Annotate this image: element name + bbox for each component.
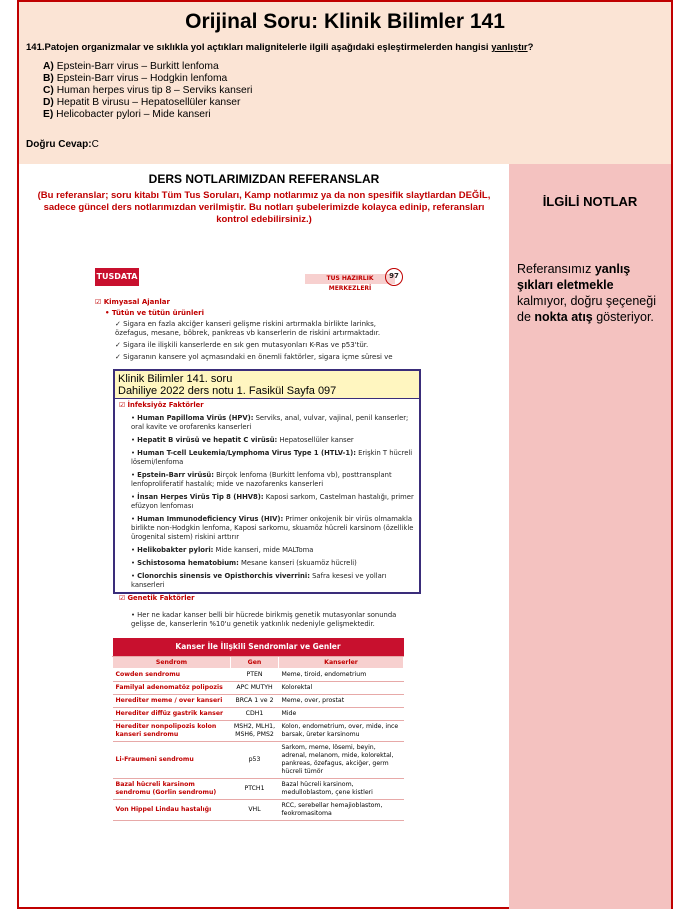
table-header-cell: Gen bbox=[231, 656, 279, 668]
gene-cell: PTEN bbox=[231, 668, 279, 681]
subsection-title: Tütün ve tütün ürünleri bbox=[111, 309, 204, 317]
factor-text: Serviks, anal, vulvar, vajinal, penil kanserler; oral kavite ve orofarenks kanserleri bbox=[131, 414, 409, 431]
cancers-cell: RCC, serebellar hemajioblastom, feokromasitoma bbox=[279, 799, 404, 820]
tusdata-logo: TUSDATA bbox=[95, 268, 139, 286]
table-row bbox=[113, 707, 404, 720]
factor-name: Schistosoma hematobium: bbox=[137, 559, 239, 567]
bullet-text: Sigaranın kansere yol açmasındaki en önemli faktörler, sigara içme süresi ve bbox=[123, 353, 393, 361]
factor-text: Birçok lenfoma (Burkitt lenfoma vb), posttransplant lenfoproliferatif hastalık; mide ve nazofarenks kanserleri bbox=[131, 471, 392, 488]
option-text: Epstein-Barr virus – Burkitt lenfoma bbox=[53, 61, 219, 72]
related-notes-panel bbox=[509, 164, 671, 909]
cancers-cell: Meme, tiroid, endometrium bbox=[279, 668, 404, 681]
gene-cell: p53 bbox=[231, 741, 279, 778]
page-frame bbox=[17, 0, 673, 909]
section-title: Kimyasal Ajanlar bbox=[103, 298, 170, 306]
option-a bbox=[43, 61, 671, 73]
gene-cell: PTCH1 bbox=[231, 778, 279, 799]
callout-line: Klinik Bilimler 141. soru bbox=[118, 373, 233, 385]
factor-item: • Clonorchis sinensis ve Opisthorchis viverrini: Safra kesesi ve yolları kanserleri bbox=[131, 572, 387, 589]
question-end: ? bbox=[527, 42, 534, 53]
note-part: Referansımız bbox=[517, 262, 595, 276]
option-letter: E) bbox=[43, 109, 54, 120]
bullet-text: Sigara en fazla akciğer kanseri gelişme riskini artırmakla birlikte larinks, özefagus, mesane, böbrek, pankreas vb kanserlerin de riskini artırmaktadır. bbox=[115, 320, 381, 337]
option-letter: B) bbox=[43, 73, 54, 84]
note-emphasis: nokta atış bbox=[534, 310, 593, 324]
factor-item: • Human Papilloma Virüs (HPV): Serviks, anal, vulvar, vajinal, penil kanserler; oral kavite ve orofarenks kanserleri bbox=[131, 414, 409, 431]
factor-text: Safra kesesi ve yolları kanserleri bbox=[131, 572, 387, 589]
cancers-cell: Bazal hücreli karsinom, medulloblastom, çene kistleri bbox=[279, 778, 404, 799]
factor-item: • Schistosoma hematobium: Mesane kanseri (skuamöz hücreli) bbox=[131, 559, 357, 567]
cancers-cell: Mide bbox=[279, 707, 404, 720]
note-part: gösteriyor. bbox=[592, 310, 654, 324]
factor-item: • İnsan Herpes Virüs Tip 8 (HHV8): Kaposi sarkom, Castelman hastalığı, primer efüzyon lenfoması bbox=[131, 493, 414, 510]
table-header-row bbox=[113, 656, 404, 668]
option-text: Helicobacter pylori – Mide kanseri bbox=[53, 109, 211, 120]
factor-item: • Human Immunodeficiency Virus (HIV): Primer onkojenik bir virüs olmamakla birlikte non-Hodgkin lenfoma, Kaposi sarkomu, skuamöz hücreli karsinom (özellikle ürogenital sistem) riskini arttırır bbox=[131, 515, 414, 541]
table-header-cell: Kanserler bbox=[279, 656, 404, 668]
factor-name: Human T-cell Leukemia/Lymphoma Virus Type 1 (HTLV-1): bbox=[137, 449, 356, 457]
table-caption: Kanser İle İlişkili Sendromlar ve Genler bbox=[113, 638, 404, 656]
gene-cell: CDH1 bbox=[231, 707, 279, 720]
infectious-factors bbox=[119, 401, 414, 590]
factor-text: Primer onkojenik bir virüs olmamakla birlikte non-Hodgkin lenfoma, Kaposi sarkomu, skuamöz hücreli karsinom (özellikle ürogenital sistem) riskini arttırır bbox=[131, 515, 414, 541]
factor-name: Human Papilloma Virüs (HPV): bbox=[137, 414, 254, 422]
factor-item: • Epstein-Barr virüsü: Birçok lenfoma (Burkitt lenfoma vb), posttransplant lenfoproliferatif hastalık; mide ve nazofarenks kanserleri bbox=[131, 471, 392, 488]
gene-cell: VHL bbox=[231, 799, 279, 820]
note-part: kalmıyor, doğru şeçeneği de bbox=[517, 294, 656, 324]
question-text: Patojen organizmalar ve sıklıkla yol açtıkları malignitelerle ilgili aşağıdaki eşleştirmelerden hangisi bbox=[44, 42, 492, 53]
table-row bbox=[113, 778, 404, 799]
table-row bbox=[113, 741, 404, 778]
syndrome-cell: Bazal hücreli karsinom sendromu (Gorlin sendromu) bbox=[113, 778, 231, 799]
bullet-text: Sigara ile ilişkili kanserlerde en sık gen mutasyonları K-Ras ve p53'tür. bbox=[123, 341, 369, 349]
option-text: Human herpes virus tip 8 – Serviks kanseri bbox=[53, 85, 253, 96]
syndrome-cell: Von Hippel Lindau hastalığı bbox=[113, 799, 231, 820]
option-c bbox=[43, 85, 671, 97]
factor-item: • Helikobakter pylori: Mide kanseri, mide MALToma bbox=[131, 546, 314, 554]
question-stem bbox=[26, 42, 671, 53]
cancers-cell: Sarkom, meme, lösemi, beyin, adrenal, melanom, mide, kolorektal, pankreas, özefagus, akciğer, germ hücreli tümör bbox=[279, 741, 404, 778]
option-text: Epstein-Barr virus – Hodgkin lenfoma bbox=[53, 73, 228, 84]
related-notes-text bbox=[517, 261, 661, 325]
option-letter: A) bbox=[43, 61, 54, 72]
subsection-tobacco: • Tütün ve tütün ürünleri bbox=[105, 309, 204, 317]
related-notes-heading: İLGİLİ NOTLAR bbox=[542, 194, 638, 209]
table-row bbox=[113, 720, 404, 741]
answer-label: Doğru Cevap: bbox=[26, 139, 92, 150]
reference-title: DERS NOTLARIMIZDAN REFERANSLAR bbox=[148, 172, 380, 186]
section-chemical: ☑ Kimyasal Ajanlar bbox=[95, 298, 170, 306]
factor-name: Epstein-Barr virüsü: bbox=[137, 471, 214, 479]
section-title: Genetik Faktörler bbox=[127, 594, 195, 602]
question-panel bbox=[19, 2, 671, 164]
factor-text: Erişkin T hücreli lösemi/lenfoma bbox=[131, 449, 413, 466]
page-title: Orijinal Soru: Klinik Bilimler 141 bbox=[185, 10, 505, 33]
callout-line: Dahiliye 2022 ders notu 1. Fasikül Sayfa 097 bbox=[118, 385, 337, 397]
answer-value: C bbox=[91, 139, 99, 150]
table-row bbox=[113, 681, 404, 694]
syndrome-gene-table bbox=[112, 638, 404, 821]
gene-cell: MSH2, MLH1, MSH6, PMS2 bbox=[231, 720, 279, 741]
table-row bbox=[113, 694, 404, 707]
genetic-text: • Her ne kadar kanser belli bir hücrede birikmiş genetik mutasyonlar sonunda gelişse de, kanserlerin %10'u genetik yatkınlık nedeniyle gelişmektedir. bbox=[131, 611, 397, 628]
cancers-cell: Meme, over, prostat bbox=[279, 694, 404, 707]
syndrome-cell: Cowden sendromu bbox=[113, 668, 231, 681]
factor-text: Mesane kanseri (skuamöz hücreli) bbox=[238, 559, 357, 567]
factor-name: İnsan Herpes Virüs Tip 8 (HHV8): bbox=[137, 493, 264, 501]
question-number: 141. bbox=[26, 42, 45, 53]
cancers-cell: Kolon, endometrium, over, mide, ince barsak, üreter karsinomu bbox=[279, 720, 404, 741]
factor-item: • Human T-cell Leukemia/Lymphoma Virus Type 1 (HTLV-1): Erişkin T hücreli lösemi/lenfoma bbox=[131, 449, 413, 466]
gene-cell: BRCA 1 ve 2 bbox=[231, 694, 279, 707]
factor-name: Clonorchis sinensis ve Opisthorchis viverrini: bbox=[137, 572, 310, 580]
option-e bbox=[43, 109, 671, 121]
option-letter: D) bbox=[43, 97, 54, 108]
factor-name: Human Immunodeficiency Virus (HIV): bbox=[137, 515, 284, 523]
section-genetic: ☑ Genetik Faktörler bbox=[119, 594, 195, 602]
gene-cell: APC MUTYH bbox=[231, 681, 279, 694]
bullet-item: ✓ Sigara ile ilişkili kanserlerde en sık gen mutasyonları K-Ras ve p53'tür. bbox=[115, 341, 369, 349]
scan-page-number: 97 bbox=[385, 268, 403, 286]
factor-text: Mide kanseri, mide MALToma bbox=[213, 546, 314, 554]
bullet-item: ✓ Sigara en fazla akciğer kanseri gelişme riskini artırmakla birlikte larinks, özefagus, mesane, böbrek, pankreas vb kanserlerin de riskini artırmaktadır. bbox=[115, 320, 381, 337]
factor-name: Helikobakter pylori: bbox=[137, 546, 214, 554]
syndrome-cell: Herediter meme / over kanseri bbox=[113, 694, 231, 707]
section-infectious: ☑ İnfeksiyöz Faktörler bbox=[119, 401, 204, 409]
scan-banner: TUS HAZIRLIK MERKEZLERİ bbox=[305, 274, 395, 284]
table-row bbox=[113, 668, 404, 681]
note-emphasis: yanlış şıkları eletmekle bbox=[517, 262, 631, 292]
factor-name: Hepatit B virüsü ve hepatit C virüsü: bbox=[137, 436, 278, 444]
table-row bbox=[113, 799, 404, 820]
genetic-factors bbox=[119, 594, 414, 629]
option-letter: C) bbox=[43, 85, 54, 96]
scanned-notes-page bbox=[95, 264, 405, 362]
reference-subtitle: (Bu referanslar; soru kitabı Tüm Tus Soruları, Kamp notlarımız ya da non spesifik slaytlardan DEĞİL, sadece güncel ders notlarımızdan verilmiştir. Bu notları şubelerimizde kolayca edinip, referansları kontrol edebilirsiniz.) bbox=[37, 190, 491, 225]
syndrome-cell: Familyal adenomatöz polipozis bbox=[113, 681, 231, 694]
question-emphasis: yanlıştır bbox=[491, 42, 528, 53]
syndrome-cell: Li-Fraumeni sendromu bbox=[113, 741, 231, 778]
option-b bbox=[43, 73, 671, 85]
option-d bbox=[43, 97, 671, 109]
bullet-item: ✓ Sigaranın kansere yol açmasındaki en önemli faktörler, sigara içme süresi ve bbox=[115, 353, 393, 361]
factor-text: Hepatosellüler kanser bbox=[277, 436, 354, 444]
callout-label bbox=[115, 371, 419, 399]
cancers-cell: Kolorektal bbox=[279, 681, 404, 694]
answer-options bbox=[43, 61, 671, 121]
syndrome-cell: Herediter nonpolipozis kolon kanseri sendromu bbox=[113, 720, 231, 741]
factor-text: Kaposi sarkom, Castelman hastalığı, primer efüzyon lenfoması bbox=[131, 493, 414, 510]
option-text: Hepatit B virusu – Hepatosellüler kanser bbox=[53, 97, 241, 108]
section-title: İnfeksiyöz Faktörler bbox=[127, 401, 204, 409]
correct-answer bbox=[26, 139, 671, 150]
factor-item: • Hepatit B virüsü ve hepatit C virüsü: Hepatosellüler kanser bbox=[131, 436, 354, 444]
genetic-text-body: Her ne kadar kanser belli bir hücrede birikmiş genetik mutasyonlar sonunda gelişse de, kanserlerin %10'u genetik yatkınlık nedeniyle gelişmektedir. bbox=[131, 611, 397, 628]
scan-header bbox=[95, 264, 405, 290]
syndrome-cell: Herediter diffüz gastrik kanser bbox=[113, 707, 231, 720]
table-header-cell: Sendrom bbox=[113, 656, 231, 668]
